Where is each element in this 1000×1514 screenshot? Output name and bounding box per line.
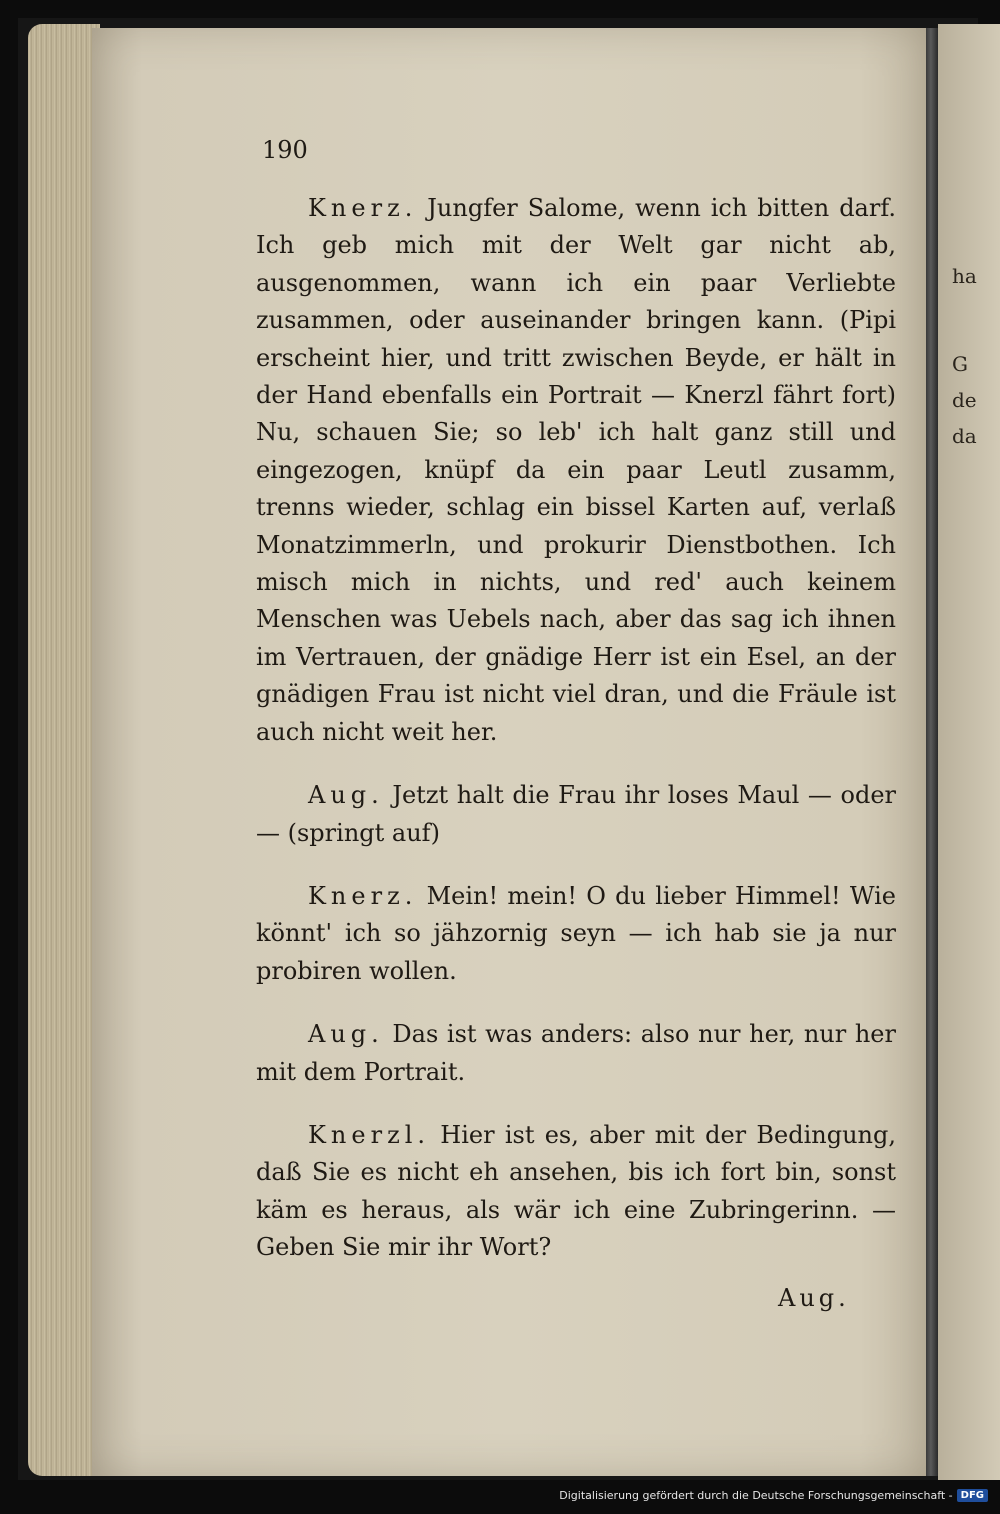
paragraph-text: Mein! mein! O du lieber Himmel! Wie könnt' ich so jähzornig seyn — ich hab sie ja nur probiren wollen. — [256, 881, 896, 985]
dialogue-paragraph — [256, 878, 896, 990]
paragraph-text: Jungfer Salome, wenn ich bitten darf. Ich geb mich mit der Welt gar nicht ab, ausgenommen, wann ich ein paar Verliebte zusammen, oder auseinander bringen kann. (Pipi erscheint hier, und tritt zwischen Beyde, er hält in der Hand ebenfalls ein Portrait — Knerzl fährt fort) Nu, schauen Sie; so leb' ich halt ganz still und eingezogen, knüpf da ein paar Leutl zusamm, trenns wieder, schlag ein bissel Karten auf, verlaß Monatzimmerln, und prokurir Dienstbothen. Ich misch mich in nichts, und red' auch keinem Menschen was Uebels nach, aber das sag ich ihnen im Vertrauen, der gnädige Herr ist ein Esel, an der gnädigen Frau ist nicht viel dran, und die Fräule ist auch nicht weit her. — [256, 194, 896, 746]
dfg-logo-icon: DFG — [957, 1489, 988, 1502]
dialogue-paragraph — [256, 777, 896, 852]
next-page-fragment: ha — [952, 264, 977, 288]
speaker-name: Knerzl. — [308, 1120, 431, 1149]
next-page-fragment: da — [952, 424, 977, 448]
speaker-name: Aug. — [308, 781, 384, 810]
speaker-name: Knerz. — [308, 881, 418, 910]
dialogue-text — [256, 190, 896, 1267]
book-gutter — [926, 28, 938, 1476]
catchword: Aug. — [778, 1284, 850, 1312]
speaker-name: Aug. — [308, 1020, 384, 1049]
paragraph-text: Das ist was anders: also nur her, nur her mit dem Portrait. — [256, 1020, 896, 1086]
dialogue-paragraph — [256, 1117, 896, 1267]
footer-credit: Digitalisierung gefördert durch die Deutsche Forschungsgemeinschaft - — [559, 1488, 953, 1502]
dialogue-paragraph — [256, 1016, 896, 1091]
page-number: 190 — [262, 136, 308, 164]
dialogue-paragraph — [256, 190, 896, 751]
page-edges — [28, 24, 100, 1476]
speaker-name: Knerz. — [308, 194, 418, 222]
paragraph-text: Jetzt halt die Frau ihr loses Maul — oder — (springt auf) — [256, 781, 896, 847]
next-page-strip — [938, 24, 1000, 1480]
paragraph-text: Hier ist es, aber mit der Bedingung, daß Sie es nicht eh ansehen, bis ich fort bin, sonst käm es heraus, als wär ich eine Zubringerinn. — Geben Sie mir ihr Wort? — [256, 1120, 896, 1262]
next-page-fragment: G — [952, 352, 968, 376]
next-page-fragment: de — [952, 388, 977, 412]
digitization-footer — [559, 1486, 988, 1504]
